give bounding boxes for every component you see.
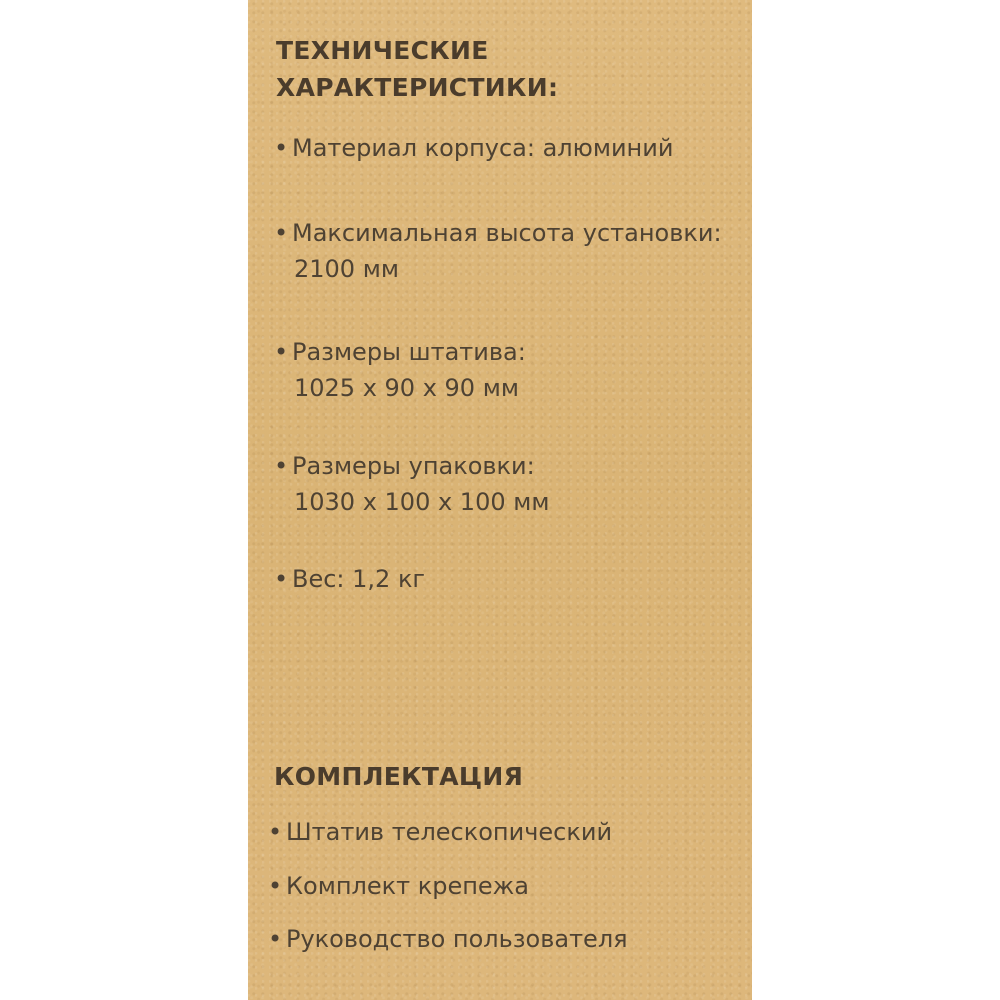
bullet-icon: • — [268, 925, 283, 953]
bullet-icon: • — [268, 818, 283, 846]
bullet-icon: • — [274, 565, 289, 593]
package-item-text: Комплект крепежа — [286, 872, 530, 900]
spec-item-max-height — [274, 215, 722, 287]
bullet-icon: • — [274, 219, 289, 247]
specs-heading-line2: ХАРАКТЕРИСТИКИ: — [276, 73, 559, 102]
spec-item-package-size — [274, 448, 549, 520]
spec-item-value: 1025 х 90 х 90 мм — [294, 374, 519, 402]
spec-item-text: Размеры штатива: — [292, 338, 526, 366]
spec-item-text: Размеры упаковки: — [292, 452, 535, 480]
package-item-user-manual — [268, 921, 628, 957]
specs-heading-line1: ТЕХНИЧЕСКИЕ — [276, 36, 489, 65]
bullet-icon: • — [268, 872, 283, 900]
package-item-text: Руководство пользователя — [286, 925, 628, 953]
spec-item-value: 1030 х 100 х 100 мм — [294, 488, 550, 516]
spec-item-text: Материал корпуса: алюминий — [292, 134, 674, 162]
bullet-icon: • — [274, 338, 289, 366]
spec-item-text: Максимальная высота установки: — [292, 219, 722, 247]
package-item-tripod — [268, 814, 612, 850]
spec-item-weight — [274, 561, 425, 597]
spec-item-tripod-size — [274, 334, 526, 406]
bullet-icon: • — [274, 452, 289, 480]
specs-heading — [276, 32, 558, 106]
package-item-mounting-kit — [268, 868, 529, 904]
kraft-paper-panel — [248, 0, 752, 1000]
spec-item-material — [274, 130, 673, 166]
spec-item-value: 2100 мм — [294, 255, 399, 283]
bullet-icon: • — [274, 134, 289, 162]
spec-item-text: Вес: 1,2 кг — [292, 565, 426, 593]
package-heading: КОМПЛЕКТАЦИЯ — [274, 762, 524, 791]
package-item-text: Штатив телескопический — [286, 818, 613, 846]
